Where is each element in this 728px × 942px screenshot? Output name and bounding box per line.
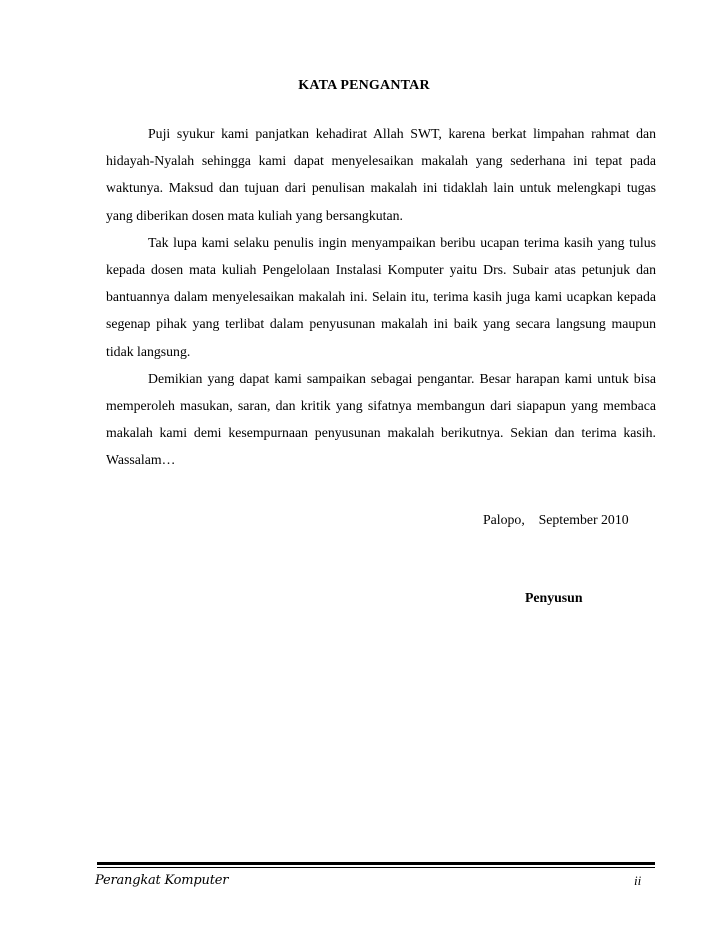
footer-document-title: Perangkat Komputer [95, 873, 229, 888]
paragraph-3: Demikian yang dapat kami sampaikan sebagai pengantar. Besar harapan kami untuk bisa memperoleh masukan, saran, dan kritik yang sifatnya membangun dari siapapun yang membaca makalah kami demi kesempurnaan penyusunan makalah berikutnya. Sekian dan terima kasih. Wassalam… [106, 370, 656, 468]
footer-divider-thin [97, 867, 655, 868]
body-text [106, 120, 656, 474]
footer-page-number: ii [634, 873, 642, 888]
paragraph-2: Tak lupa kami selaku penulis ingin menyampaikan beribu ucapan terima kasih yang tulus kepada dosen mata kuliah Pengelolaan Instalasi Komputer yaitu Drs. Subair atas petunjuk dan bantuannya dalam menyelesaikan makalah ini. Selain itu, terima kasih juga kami ucapkan kepada segenap pihak yang terlibat dalam penyusunan makalah ini baik yang secara langsung maupun tidak langsung. [106, 234, 656, 359]
signature-name: Penyusun [525, 590, 583, 605]
signature-place-date: Palopo, September 2010 [483, 512, 629, 527]
page-title: KATA PENGANTAR [298, 78, 430, 93]
paragraph-1: Puji syukur kami panjatkan kehadirat Allah SWT, karena berkat limpahan rahmat dan hidayah-Nyalah sehingga kami dapat menyelesaikan makalah yang sederhana ini tepat pada waktunya. Maksud dan tujuan dari penulisan makalah ini tidaklah lain untuk melengkapi tugas yang diberikan dosen mata kuliah yang bersangkutan. [106, 126, 656, 223]
footer-divider-thick [97, 862, 655, 865]
